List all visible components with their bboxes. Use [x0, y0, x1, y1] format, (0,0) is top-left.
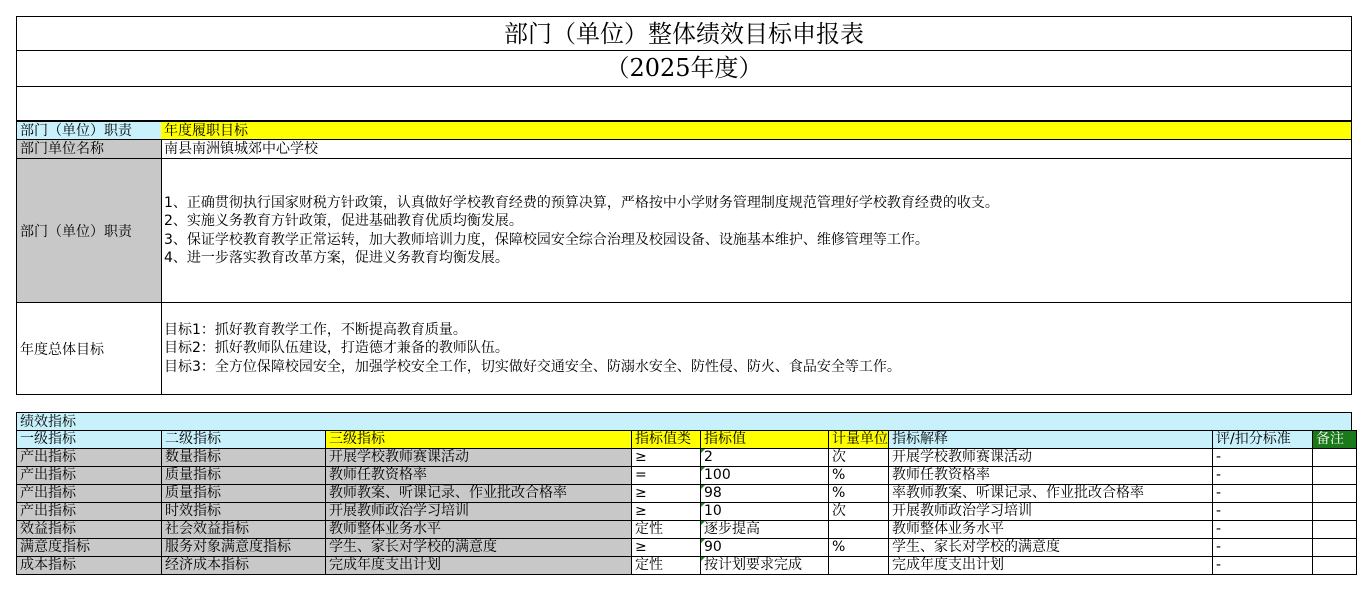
duty-line: 1、正确贯彻执行国家财税方针政策，认真做好学校教育经费的预算决算，严格按中小学财务管理制度规范管理好学校教育经费的收支。 — [164, 194, 999, 211]
indicator-row — [17, 485, 1357, 503]
value-type-cell[interactable]: 定性 — [632, 557, 701, 575]
remark-cell[interactable] — [1313, 539, 1357, 557]
remark-cell[interactable] — [1313, 449, 1357, 467]
col-header-remark: 备注 — [1313, 431, 1357, 449]
unit-cell[interactable] — [829, 521, 889, 539]
value-type-cell[interactable]: ≥ — [632, 503, 701, 521]
remark-cell[interactable] — [1313, 557, 1357, 575]
level3-cell[interactable]: 教师任教资格率 — [326, 467, 632, 485]
remark-cell[interactable] — [1313, 521, 1357, 539]
spacer-row — [16, 395, 1352, 412]
indicator-row — [17, 503, 1357, 521]
form-title: 部门（单位）整体绩效目标申报表 — [16, 16, 1352, 51]
unit-cell[interactable]: % — [829, 467, 889, 485]
indicator-row — [17, 557, 1357, 575]
value-cell[interactable]: 100 — [701, 467, 829, 485]
col-header-value: 指标值 — [701, 431, 829, 449]
explanation-cell[interactable]: 开展学校教师赛课活动 — [889, 449, 1213, 467]
duty-line: 2、实施义务教育方针政策，促进基础教育优质均衡发展。 — [164, 213, 523, 229]
level2-cell[interactable]: 数量指标 — [162, 449, 326, 467]
unit-cell[interactable]: 次 — [829, 503, 889, 521]
indicator-row — [17, 449, 1357, 467]
explanation-cell[interactable]: 完成年度支出计划 — [889, 557, 1213, 575]
goal-line: 目标1：抓好教育教学工作，不断提高教育质量。 — [164, 321, 467, 338]
indicator-row — [17, 467, 1357, 485]
value-cell[interactable]: 2 — [701, 449, 829, 467]
unit-cell[interactable]: 次 — [829, 449, 889, 467]
goals-label: 年度总体目标 — [16, 303, 162, 395]
level3-cell[interactable]: 教师整体业务水平 — [326, 521, 632, 539]
duty-line: 3、保证学校教育教学正常运转，加大教师培训力度，保障校园安全综合治理及校园设备、设施基本维护、维修管理等工作。 — [164, 231, 929, 248]
remark-cell[interactable] — [1313, 467, 1357, 485]
col-header-unit: 计量单位 — [829, 431, 889, 449]
goal-line: 目标2：抓好教师队伍建设，打造德才兼备的教师队伍。 — [164, 340, 509, 357]
level1-cell[interactable]: 产出指标 — [17, 503, 162, 521]
indicator-header-row — [17, 431, 1357, 449]
value-cell[interactable]: 90 — [701, 539, 829, 557]
header-duty-label: 部门（单位）职责 — [16, 121, 162, 140]
level3-cell[interactable]: 完成年度支出计划 — [326, 557, 632, 575]
level1-cell[interactable]: 产出指标 — [17, 467, 162, 485]
value-cell[interactable]: 按计划要求完成 — [701, 557, 829, 575]
level3-cell[interactable]: 教师教案、听课记录、作业批改合格率 — [326, 485, 632, 503]
explanation-cell[interactable]: 学生、家长对学校的满意度 — [889, 539, 1213, 557]
level2-cell[interactable]: 质量指标 — [162, 485, 326, 503]
value-cell[interactable]: 逐步提高 — [701, 521, 829, 539]
level2-cell[interactable]: 时效指标 — [162, 503, 326, 521]
col-header-level1: 一级指标 — [17, 431, 162, 449]
unit-cell[interactable]: % — [829, 539, 889, 557]
header-annual-goal-label: 年度履职目标 — [161, 121, 1352, 140]
level3-cell[interactable]: 开展学校教师赛课活动 — [326, 449, 632, 467]
level1-cell[interactable]: 成本指标 — [17, 557, 162, 575]
indicator-row — [17, 539, 1357, 557]
form-year: （2025年度） — [16, 50, 1352, 87]
goal-line: 目标3：全方位保障校园安全，加强学校安全工作，切实做好交通安全、防溺水安全、防性侵、防火、食品安全等工作。 — [164, 358, 901, 375]
level1-cell[interactable]: 产出指标 — [17, 449, 162, 467]
value-type-cell[interactable]: ≥ — [632, 449, 701, 467]
duty-line: 4、进一步落实教育改革方案，促进义务教育均衡发展。 — [164, 250, 509, 266]
explanation-cell[interactable]: 教师任教资格率 — [889, 467, 1213, 485]
level1-cell[interactable]: 产出指标 — [17, 485, 162, 503]
scoring-cell[interactable]: - — [1213, 503, 1313, 521]
level1-cell[interactable]: 满意度指标 — [17, 539, 162, 557]
remark-cell[interactable] — [1313, 503, 1357, 521]
scoring-cell[interactable]: - — [1213, 467, 1313, 485]
col-header-explanation: 指标解释 — [889, 431, 1213, 449]
level2-cell[interactable]: 服务对象满意度指标 — [162, 539, 326, 557]
value-type-cell[interactable]: 定性 — [632, 521, 701, 539]
col-header-scoring: 评/扣分标准 — [1213, 431, 1313, 449]
level2-cell[interactable]: 社会效益指标 — [162, 521, 326, 539]
scoring-cell[interactable]: - — [1213, 557, 1313, 575]
level2-cell[interactable]: 经济成本指标 — [162, 557, 326, 575]
scoring-cell[interactable]: - — [1213, 449, 1313, 467]
remark-cell[interactable] — [1313, 485, 1357, 503]
duties-label: 部门（单位）职责 — [16, 159, 162, 303]
unit-name-value[interactable]: 南县南洲镇城郊中心学校 — [161, 140, 1352, 159]
value-type-cell[interactable]: = — [632, 467, 701, 485]
value-cell[interactable]: 10 — [701, 503, 829, 521]
value-cell[interactable]: 98 — [701, 485, 829, 503]
unit-cell[interactable]: % — [829, 485, 889, 503]
value-type-cell[interactable]: ≥ — [632, 539, 701, 557]
scoring-cell[interactable]: - — [1213, 521, 1313, 539]
explanation-cell[interactable]: 率教师教案、听课记录、作业批改合格率 — [889, 485, 1213, 503]
col-header-value-type: 指标值类 — [632, 431, 701, 449]
col-header-level2: 二级指标 — [162, 431, 326, 449]
scoring-cell[interactable]: - — [1213, 539, 1313, 557]
level3-cell[interactable]: 学生、家长对学校的满意度 — [326, 539, 632, 557]
unit-cell[interactable] — [829, 557, 889, 575]
performance-title: 绩效指标 — [16, 412, 1352, 431]
indicator-row — [17, 521, 1357, 539]
scoring-cell[interactable]: - — [1213, 485, 1313, 503]
col-header-level3: 三级指标 — [326, 431, 632, 449]
indicator-table — [16, 430, 1357, 575]
unit-name-label: 部门单位名称 — [16, 140, 162, 159]
value-type-cell[interactable]: ≥ — [632, 485, 701, 503]
explanation-cell[interactable]: 开展教师政治学习培训 — [889, 503, 1213, 521]
goals-text[interactable] — [161, 303, 1352, 395]
explanation-cell[interactable]: 教师整体业务水平 — [889, 521, 1213, 539]
level2-cell[interactable]: 质量指标 — [162, 467, 326, 485]
blank-row — [16, 86, 1352, 121]
duties-text[interactable] — [161, 159, 1352, 303]
level1-cell[interactable]: 效益指标 — [17, 521, 162, 539]
level3-cell[interactable]: 开展教师政治学习培训 — [326, 503, 632, 521]
